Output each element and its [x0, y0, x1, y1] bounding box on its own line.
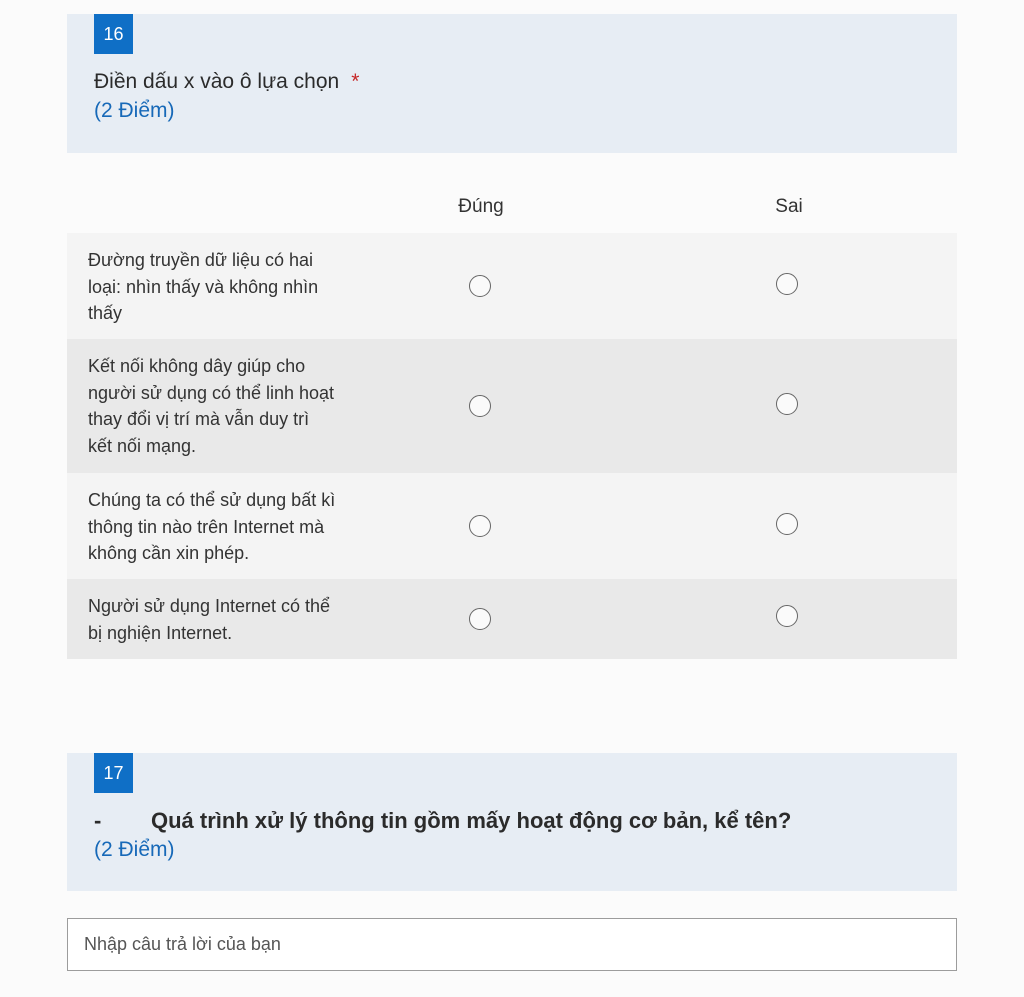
radio-sai-row-1[interactable]	[776, 273, 798, 295]
column-header-sai: Sai	[775, 196, 803, 217]
radio-dung-row-2[interactable]	[469, 395, 491, 417]
question-title-text: Quá trình xử lý thông tin gồm mấy hoạt động cơ bản, kể tên?	[151, 808, 792, 833]
question-number-badge: 17	[94, 753, 133, 793]
answer-field-wrapper	[67, 918, 957, 971]
column-header-dung: Đúng	[458, 196, 504, 217]
question-title	[94, 808, 791, 834]
radio-dung-row-3[interactable]	[469, 515, 491, 537]
likert-row	[67, 579, 957, 659]
row-statement: Chúng ta có thể sử dụng bất kì thông tin nào trên Internet mà không cần xin phép.	[88, 490, 336, 563]
row-statement: Kết nối không dây giúp cho người sử dụng có thể linh hoạt thay đổi vị trí mà vẫn duy trì kết nối mạng.	[88, 356, 335, 456]
question-title	[94, 70, 359, 94]
answer-input[interactable]	[68, 919, 956, 970]
question-17-header	[67, 753, 957, 891]
question-16-header	[67, 14, 957, 153]
question-title-prefix: -	[94, 808, 102, 833]
question-title-text: Điền dấu x vào ô lựa chọn	[94, 70, 340, 93]
radio-sai-row-2[interactable]	[776, 393, 798, 415]
question-points: (2 Điểm)	[94, 99, 175, 122]
likert-row	[67, 339, 957, 473]
radio-dung-row-4[interactable]	[469, 608, 491, 630]
row-statement: Người sử dụng Internet có thể bị nghiện Internet.	[88, 596, 331, 643]
likert-row	[67, 473, 957, 579]
question-number-badge: 16	[94, 14, 133, 54]
radio-sai-row-4[interactable]	[776, 605, 798, 627]
question-points: (2 Điểm)	[94, 838, 175, 861]
row-statement: Đường truyền dữ liệu có hai loại: nhìn thấy và không nhìn thấy	[88, 250, 319, 323]
radio-dung-row-1[interactable]	[469, 275, 491, 297]
radio-sai-row-3[interactable]	[776, 513, 798, 535]
required-marker: *	[351, 70, 360, 93]
likert-row	[67, 233, 957, 339]
